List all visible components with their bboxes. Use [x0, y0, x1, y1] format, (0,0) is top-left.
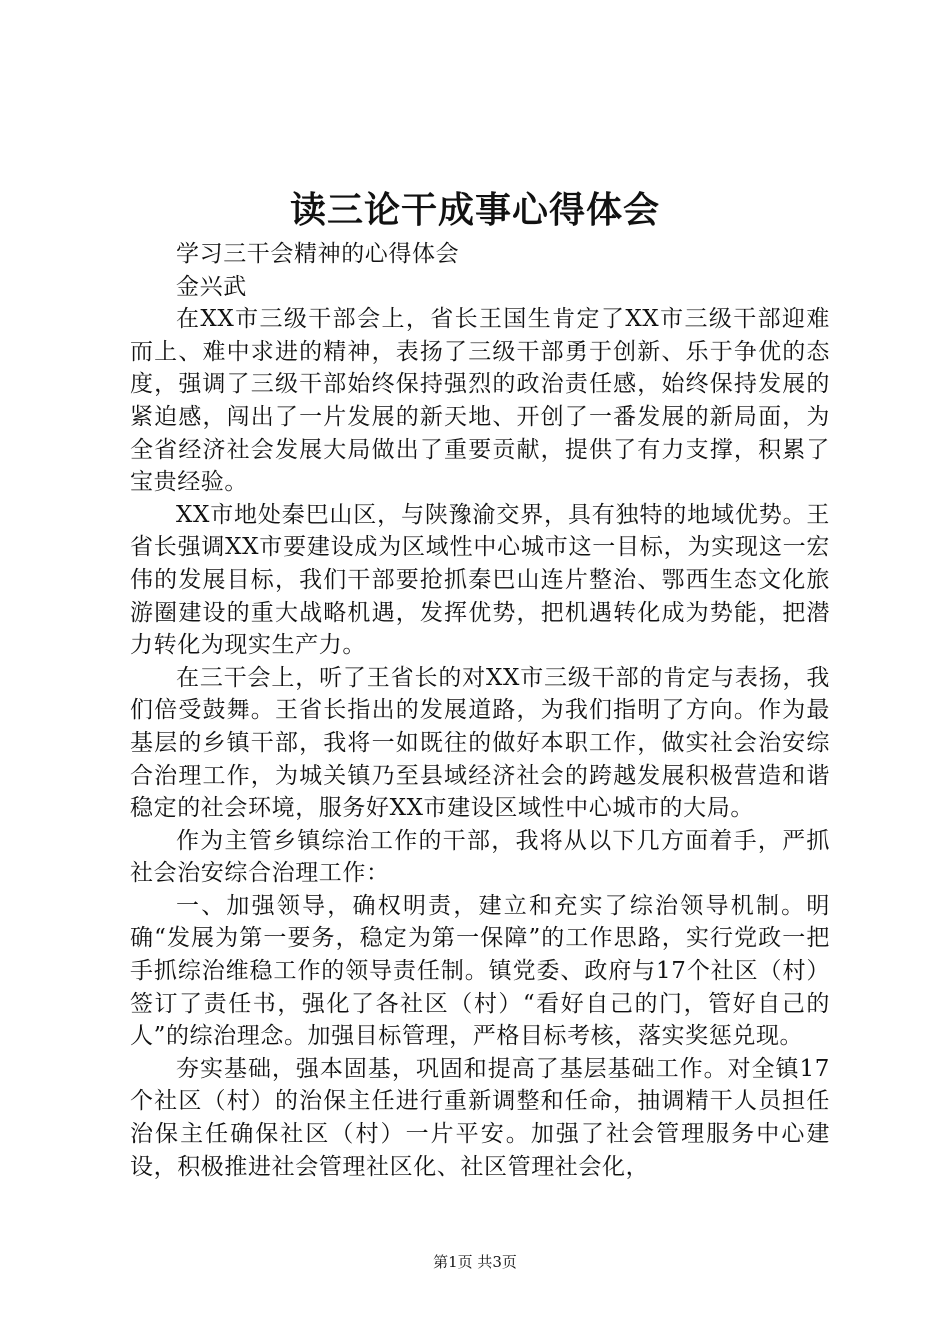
- paragraph-author: 金兴武: [176, 273, 247, 300]
- paragraph: 在三干会上，听了王省长的对XX市三级干部的肯定与表扬，我们倍受鼓舞。王省长指出的发展道路，为我们指明了方向。作为最基层的乡镇干部，我将一如既往的做好本职工作，做实社会治安综合治理工作，为城关镇乃至县域经济社会的跨越发展积极营造和谐稳定的社会环境，服务好XX市建设区域性中心城市的大局。: [130, 664, 830, 822]
- paragraph: XX市地处秦巴山区，与陕豫渝交界，具有独特的地域优势。王省长强调XX市要建设成为区域性中心城市这一目标，为实现这一宏伟的发展目标，我们干部要抢抓秦巴山连片整治、鄂西生态文化旅游圈建设的重大战略机遇，发挥优势，把机遇转化成为势能，把潜力转化为现实生产力。: [130, 501, 830, 659]
- paragraph: 作为主管乡镇综治工作的干部，我将从以下几方面着手，严抓社会治安综合治理工作：: [130, 827, 830, 887]
- paragraph-subtitle: 学习三干会精神的心得体会: [176, 241, 460, 267]
- document-body: [130, 238, 830, 1183]
- page-number-footer: 第1页 共3页: [433, 1253, 517, 1271]
- paragraph: 在XX市三级干部会上，省长王国生肯定了XX市三级干部迎难而上、难中求进的精神，表扬了三级干部勇于创新、乐于争优的态度，强调了三级干部始终保持强烈的政治责任感，始终保持发展的紧迫感，闯出了一片发展的新天地、开创了一番发展的新局面，为全省经济社会发展大局做出了重要贡献，提供了有力支撑，积累了宝贵经验。: [130, 306, 830, 496]
- paragraph: 一、加强领导，确权明责，建立和充实了综治领导机制。明确“发展为第一要务，稳定为第一保障”的工作思路，实行党政一把手抓综治维稳工作的领导责任制。镇党委、政府与17个社区（村）签订了责任书，强化了各社区（村）“看好自己的门，管好自己的人”的综治理念。加强目标管理，严格目标考核，落实奖惩兑现。: [130, 892, 830, 1050]
- paragraph: 夯实基础，强本固基，巩固和提高了基层基础工作。对全镇17个社区（村）的治保主任进行重新调整和任命，抽调精干人员担任治保主任确保社区（村）一片平安。加强了社会管理服务中心建设，积极推进社会管理社区化、社区管理社会化，: [130, 1055, 830, 1180]
- document-title: 读三论干成事心得体会: [289, 189, 660, 231]
